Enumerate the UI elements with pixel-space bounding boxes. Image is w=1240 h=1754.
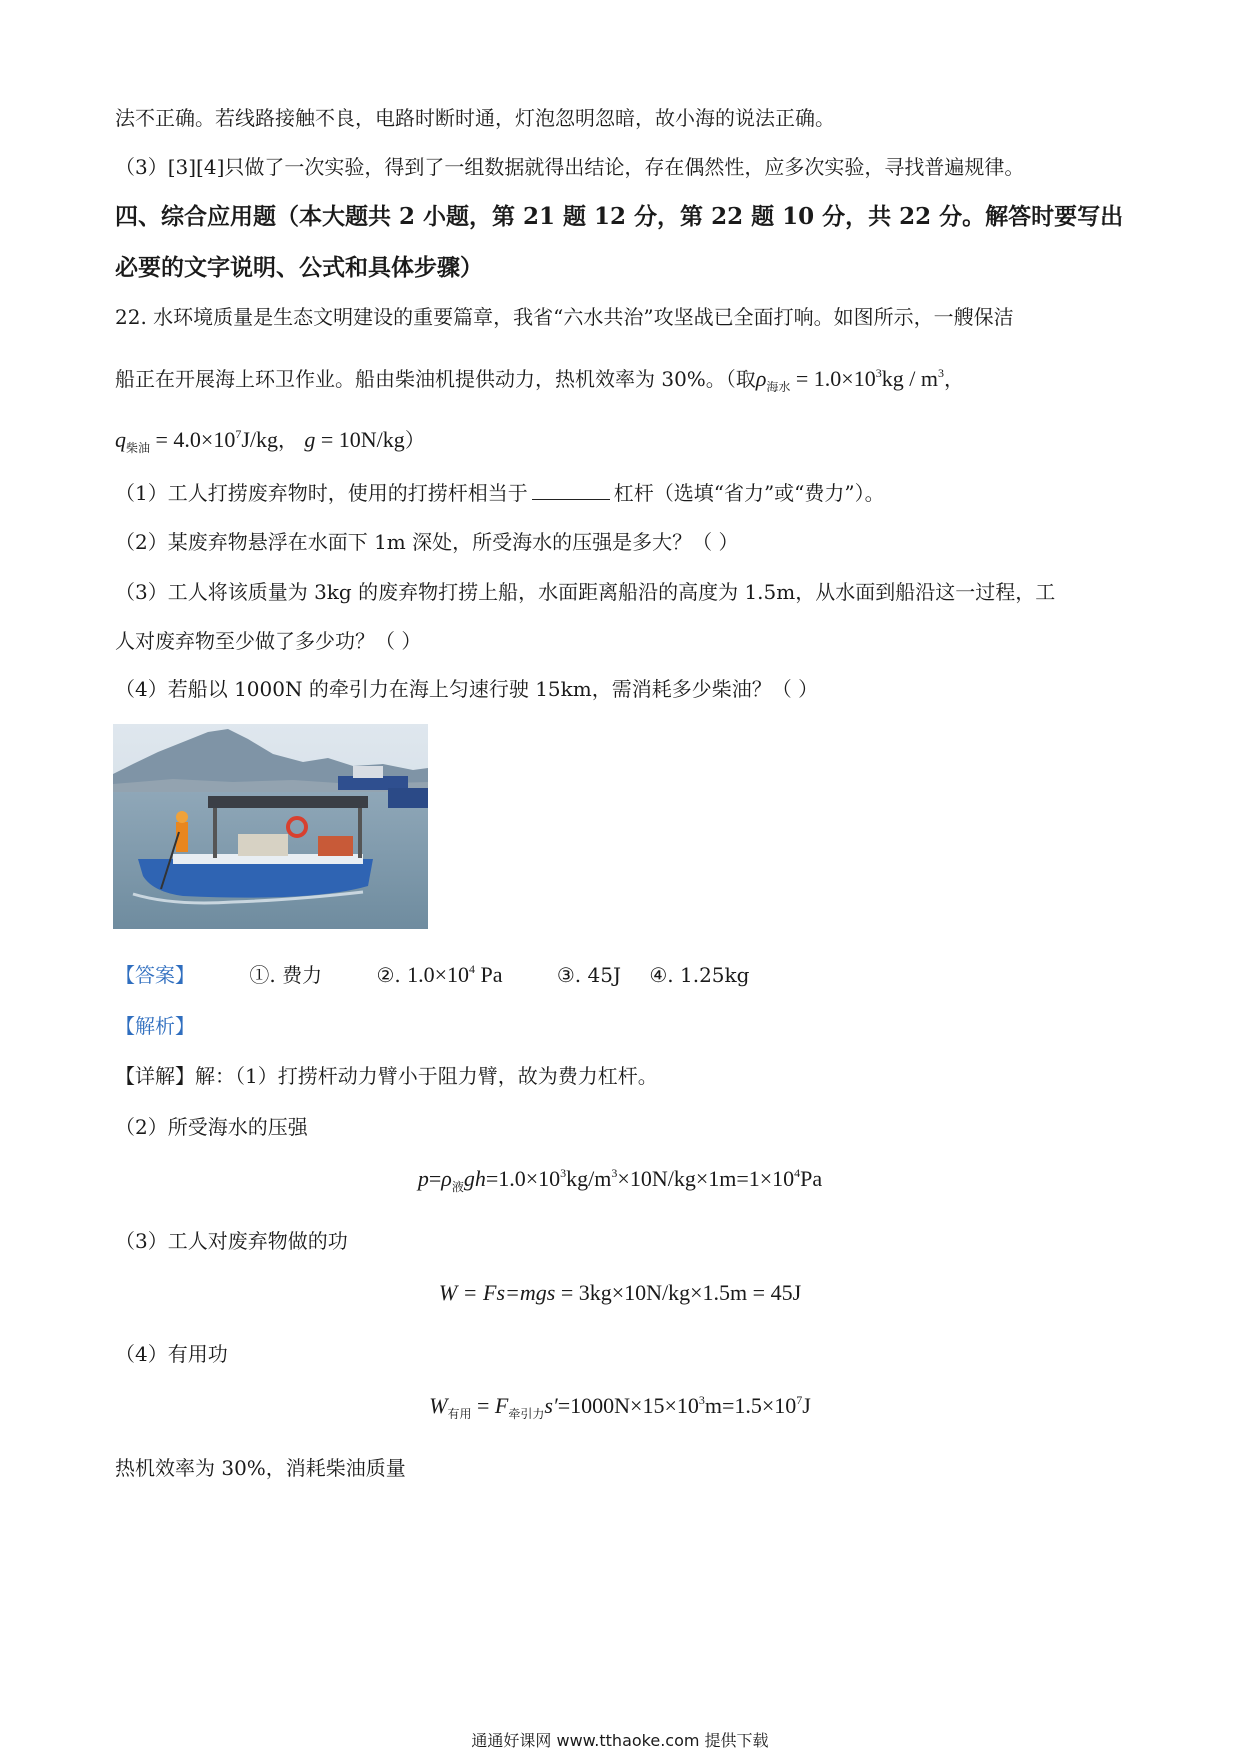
- answer-blank: [532, 481, 610, 500]
- answer-item-1: ①. 费力: [249, 963, 323, 987]
- sub-question-2: （2）某废弃物悬浮在水面下 1m 深处，所受海水的压强是多大？（ ）: [115, 530, 739, 554]
- prev-text-line-1: 法不正确。若线路接触不良，电路时断时通，灯泡忽明忽暗，故小海的说法正确。: [115, 106, 835, 130]
- section-heading-line-1: 四、综合应用题（本大题共 2 小题，第 21 题 12 分，第 22 题 10 分，共 22 分。解答时要写出: [115, 203, 1124, 230]
- step-2-label: （2）所受海水的压强: [115, 1115, 308, 1139]
- useful-work-formula: $W_{有用} = F_{牵引力}s'=1000N\times 15\times 10^3m=1.5\times 10^7J$: [429, 1393, 811, 1421]
- rho-seawater-formula: $\rho_{海水} = 1.0\times 10^3kg / m^3$: [755, 366, 944, 394]
- section-heading-line-2: 必要的文字说明、公式和具体步骤）: [115, 254, 483, 281]
- q-diesel-formula: $q_{柴油} = 4.0\times 10^7J/kg$: [115, 427, 279, 455]
- prev-text-line-2: （3）[3][4]只做了一次实验，得到了一组数据就得出结论，存在偶然性，应多次实验，寻找普遍规律。: [115, 155, 1025, 179]
- sub-question-3-line-1: （3）工人将该质量为 3kg 的废弃物打捞上船，水面距离船沿的高度为 1.5m，从水面到船沿这一过程，工: [115, 580, 1056, 604]
- step-4-label: （4）有用功: [115, 1342, 228, 1366]
- work-formula: W = Fs=mgs = 3kg×10N/kg×1.5m = 45J: [438, 1280, 802, 1305]
- sub-question-3-line-2: 人对废弃物至少做了多少功？（ ）: [115, 629, 422, 653]
- answer-line: [115, 955, 749, 989]
- answer-label: 【答案】: [115, 963, 195, 987]
- answer-item-4: ④. 1.25kg: [649, 963, 750, 987]
- page-footer: 通通好课网 www.tthaoke.com 提供下载: [471, 1731, 769, 1750]
- answer-item-2: ②. $1.0\times 10^4$ Pa: [376, 962, 503, 987]
- efficiency-line: 热机效率为 30%，消耗柴油质量: [115, 1456, 406, 1480]
- sub-question-1: （1）工人打捞废弃物时，使用的打捞杆相当于 杠杆（选填“省力”或“费力”）。: [115, 481, 885, 505]
- step-3-label: （3）工人对废弃物做的功: [115, 1229, 348, 1253]
- analysis-label: 【解析】: [115, 1014, 195, 1038]
- pressure-formula: $p=\rho_液gh=1.0\times 10^3kg/m^3\times 10N/kg\times 1m=1\times 10^4Pa$: [417, 1166, 823, 1194]
- answer-item-3: ③. 45J: [556, 963, 621, 987]
- g-formula: g = 10N/kg: [304, 427, 405, 452]
- question-text-line-1: 22. 水环境质量是生态文明建设的重要篇章，我省“六水共治”攻坚战已全面打响。如图所示，一艘保洁: [115, 305, 1014, 329]
- question-text-line-2-lead: 船正在开展海上环卫作业。船由柴油机提供动力，热机效率为 30%。（取: [115, 367, 756, 391]
- cleaning-boat-photo: [113, 724, 428, 929]
- detail-line: 【详解】解：（1）打捞杆动力臂小于阻力臂，故为费力杠杆。: [115, 1064, 658, 1088]
- question-text-line-2: 船正在开展海上环卫作业。船由柴油机提供动力，热机效率为 30%。（取$\rho_{海水} = 1.0\times 10^3kg / m^3$，: [115, 366, 964, 394]
- boat-photo-illustration: [113, 724, 428, 929]
- sub-question-4: （4）若船以 1000N 的牵引力在海上匀速行驶 15km，需消耗多少柴油？（ ）: [115, 677, 819, 701]
- constants-line: $q_{柴油} = 4.0\times 10^7J/kg$， g = 10N/kg）: [115, 427, 425, 455]
